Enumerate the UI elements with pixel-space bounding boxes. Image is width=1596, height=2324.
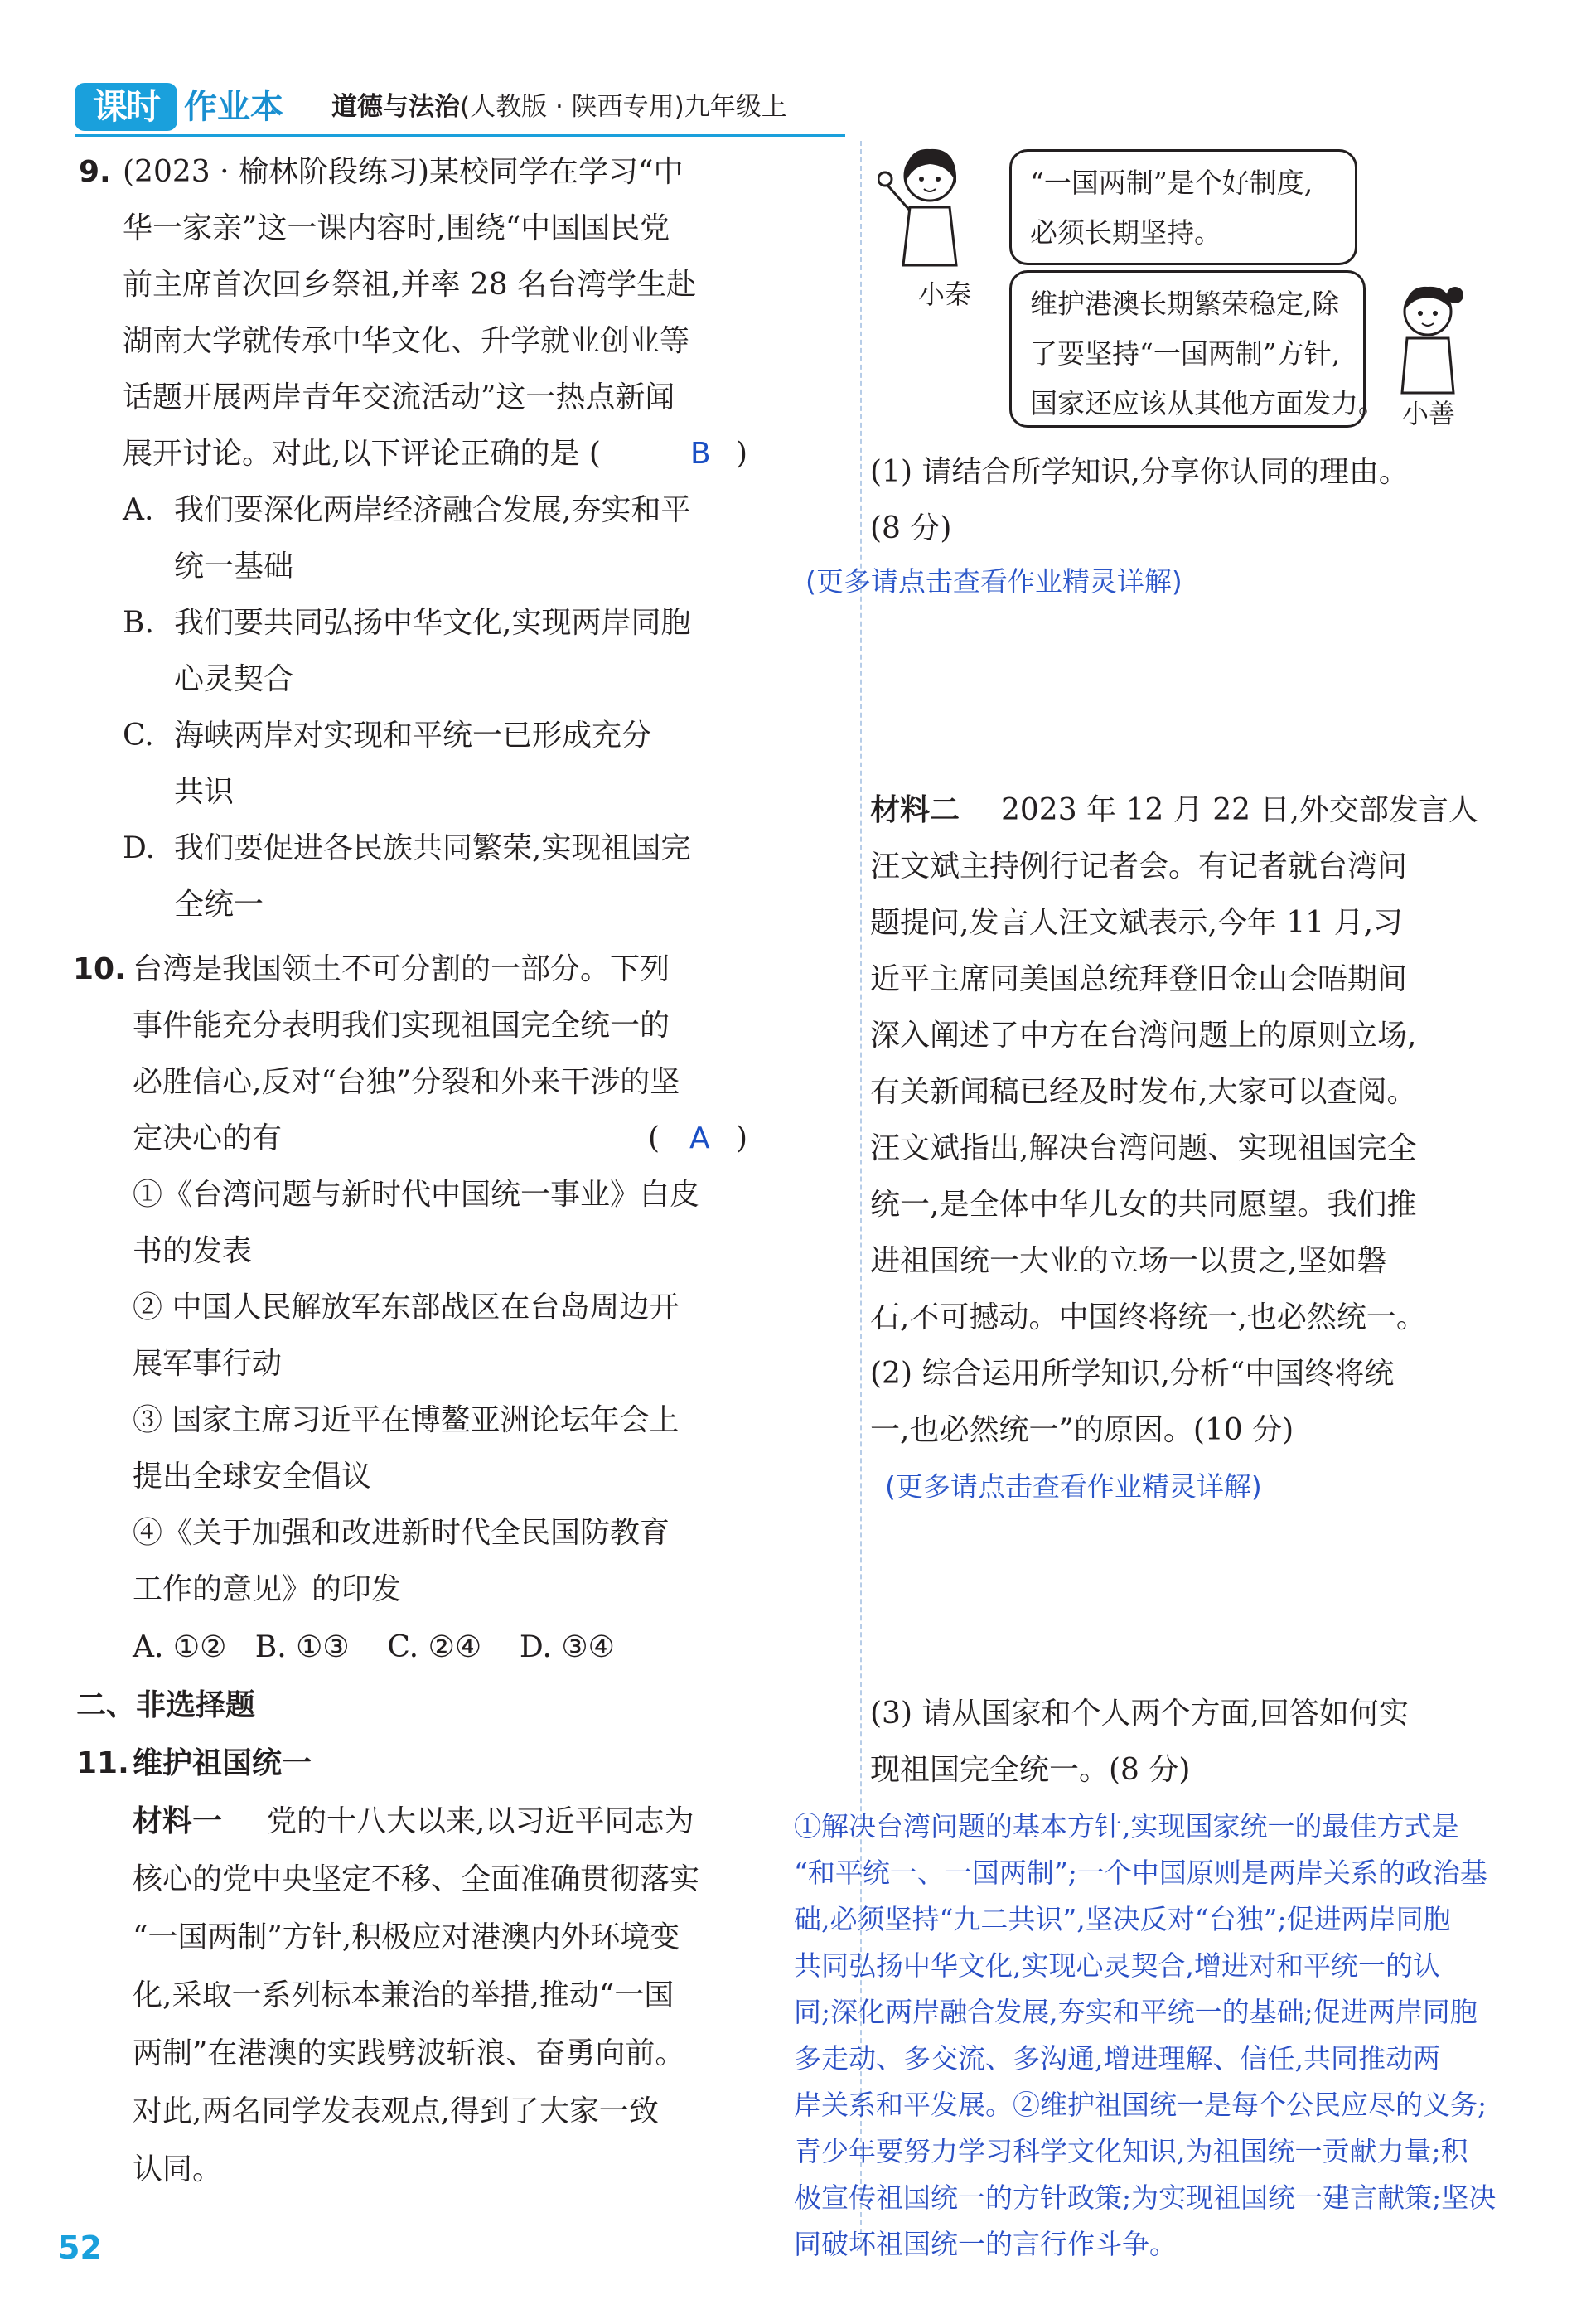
brand-logo: 课时 (75, 83, 177, 131)
q10-number: 10. (73, 952, 126, 986)
material2-line: 有关新闻稿已经及时发布,大家可以查阅。 (870, 1075, 1417, 1109)
answer-3-line: 同破坏祖国统一的言行作斗争。 (794, 2228, 1177, 2260)
bubble-2-line: 了要坚持“一国两制”方针, (1030, 337, 1341, 370)
detail-link-2[interactable]: (更多请点击查看作业精灵详解) (885, 1470, 1262, 1503)
student-xiaoqin-illustration (878, 141, 994, 274)
q10-open-paren: ( (648, 1121, 660, 1155)
answer-3-line: 极宣传祖国统一的方针政策;为实现祖国统一建言献策;坚决 (794, 2181, 1497, 2214)
material2-line: 汪文斌主持例行记者会。有记者就台湾问 (870, 850, 1408, 884)
q9-option-d: 我们要促进各民族共同繁荣,实现祖国完 (174, 831, 691, 865)
sub-question-1: (1) 请结合所学知识,分享你认同的理由。 (870, 455, 1409, 489)
q9-line: 湖南大学就传承中华文化、升学就业创业等 (123, 324, 690, 358)
sub-question-2: (2) 综合运用所学知识,分析“中国终将统 (870, 1357, 1395, 1391)
answer-3-line: 同;深化两岸融合发展,夯实和平统一的基础;促进两岸同胞 (794, 1996, 1478, 2028)
material2-line: 深入阐述了中方在台湾问题上的原则立场, (870, 1019, 1417, 1053)
q10-line: 定决心的有 (133, 1121, 283, 1155)
page-number: 52 (58, 2230, 102, 2266)
material1-label: 材料一 (133, 1804, 223, 1838)
material2-line: 进祖国统一大业的立场一以贯之,坚如磐 (870, 1244, 1387, 1278)
q10-choices: A. ①② B. ①③ C. ②④ D. ③④ (133, 1630, 615, 1664)
edition-label: (人教版 · 陕西专用)九年级上 (460, 92, 787, 122)
material2-line: 统一,是全体中华儿女的共同愿望。我们推 (870, 1188, 1417, 1222)
q10-item: 提出全球安全倡议 (133, 1460, 372, 1494)
q10-answer: A (689, 1121, 710, 1155)
q10-line: 必胜信心,反对“台独”分裂和外来干涉的坚 (133, 1065, 680, 1099)
material2-label: 材料二 (870, 793, 960, 827)
subject-line (331, 90, 787, 124)
answer-3-line: 础,必须坚持“九二共识”,坚决反对“台独”;促进两岸同胞 (794, 1903, 1451, 1935)
material2-line: 近平主席同美国总统拜登旧金山会晤期间 (870, 962, 1408, 996)
material1-line: 两制”在港澳的实践劈波斩浪、奋勇向前。 (133, 2036, 685, 2070)
answer-3-line: 共同弘扬中华文化,实现心灵契合,增进对和平统一的认 (794, 1949, 1440, 1982)
q9-option-c-cont: 共识 (174, 775, 235, 809)
q9-option-label: B. (123, 606, 154, 640)
q10-item: ② 中国人民解放军东部战区在台岛周边开 (133, 1290, 680, 1324)
subject-name: 道德与法治 (331, 92, 460, 122)
answer-3-line: “和平统一、一国两制”;一个中国原则是两岸关系的政治基 (794, 1857, 1487, 1889)
material2-line: 2023 年 12 月 22 日,外交部发言人 (1001, 793, 1478, 827)
sub-question-3-cont: 现祖国完全统一。(8 分) (870, 1753, 1191, 1787)
person-2-name: 小善 (1402, 398, 1456, 429)
q9-line: (2023 · 榆林阶段练习)某校同学在学习“中 (123, 155, 684, 189)
answer-3-line: 多走动、多交流、多沟通,增进理解、信任,共同推动两 (794, 2042, 1440, 2075)
q9-line: 话题开展两岸青年交流活动”这一热点新闻 (123, 380, 675, 414)
q9-option-b-cont: 心灵契合 (174, 662, 294, 696)
q10-close-paren: ) (736, 1121, 748, 1155)
q9-number: 9. (79, 155, 111, 189)
material2-line: 汪文斌指出,解决台湾问题、实现祖国完全 (870, 1131, 1417, 1165)
q9-option-label: D. (123, 831, 156, 865)
speech-bubble-1 (1009, 149, 1357, 265)
q9-line: 展开讨论。对此,以下评论正确的是 ( (123, 437, 601, 471)
speech-bubble-2 (1009, 270, 1386, 428)
q9-answer: B (690, 437, 711, 471)
q9-line: 前主席首次回乡祭祖,并率 28 名台湾学生赴 (123, 268, 697, 302)
q10-item: 工作的意见》的印发 (133, 1572, 402, 1606)
q10-item: ④《关于加强和改进新时代全民国防教育 (133, 1516, 670, 1550)
q11-number: 11. (76, 1746, 129, 1780)
q9-close-paren: ) (736, 437, 748, 471)
answer-3-line: 青少年要努力学习科学文化知识,为祖国统一贡献力量;积 (794, 2135, 1468, 2167)
q9-option-a-cont: 统一基础 (174, 550, 294, 583)
q10-line: 台湾是我国领土不可分割的一部分。下列 (133, 952, 670, 986)
material1-line: 核心的党中央坚定不移、全面准确贯彻落实 (133, 1862, 700, 1896)
material1-line: “一国两制”方针,积极应对港澳内外环境变 (133, 1920, 680, 1954)
q11-title: 维护祖国统一 (133, 1746, 312, 1780)
section-title: 二、非选择题 (76, 1688, 256, 1722)
answer-3-block (794, 1804, 1565, 2268)
bubble-2-line: 维护港澳长期繁荣稳定,除 (1030, 288, 1340, 320)
brand-title: 作业本 (184, 88, 283, 126)
q9-option-label: C. (123, 719, 154, 753)
q9-option-d-cont: 全统一 (174, 888, 264, 922)
q10-item: 书的发表 (133, 1234, 253, 1268)
student-xiaoshan-illustration (1382, 278, 1473, 395)
answer-3-line: ①解决台湾问题的基本方针,实现国家统一的最佳方式是 (794, 1810, 1459, 1842)
material2-line: 题提问,发言人汪文斌表示,今年 11 月,习 (870, 906, 1404, 940)
bubble-1-line: “一国两制”是个好制度, (1030, 167, 1313, 199)
q9-line: 华一家亲”这一课内容时,围绕“中国国民党 (123, 211, 670, 245)
q9-option-label: A. (123, 493, 154, 527)
detail-link-1[interactable]: (更多请点击查看作业精灵详解) (805, 565, 1182, 598)
q10-item: 展军事行动 (133, 1347, 283, 1381)
q10-item: ①《台湾问题与新时代中国统一事业》白皮 (133, 1178, 700, 1212)
material1-line: 党的十八大以来,以习近平同志为 (267, 1804, 694, 1838)
q9-option-b: 我们要共同弘扬中华文化,实现两岸同胞 (174, 606, 691, 640)
sub-question-2-cont: 一,也必然统一”的原因。(10 分) (870, 1413, 1294, 1447)
header-rule (75, 134, 845, 137)
person-1-name: 小秦 (918, 278, 972, 310)
material1-line: 认同。 (133, 2152, 223, 2186)
answer-3-line: 岸关系和平发展。②维护祖国统一是每个公民应尽的义务; (794, 2089, 1487, 2121)
sub-question-3: (3) 请从国家和个人两个方面,回答如何实 (870, 1697, 1409, 1731)
material1-line: 化,采取一系列标本兼治的举措,推动“一国 (133, 1978, 675, 2012)
q10-item: ③ 国家主席习近平在博鳌亚洲论坛年会上 (133, 1403, 680, 1437)
q9-option-c: 海峡两岸对实现和平统一已形成充分 (174, 719, 652, 753)
q9-option-a: 我们要深化两岸经济融合发展,夯实和平 (174, 493, 691, 527)
sub-question-1-score: (8 分) (870, 511, 952, 545)
bubble-1-line: 必须长期坚持。 (1030, 216, 1221, 249)
material1-line: 对此,两名同学发表观点,得到了大家一致 (133, 2094, 659, 2128)
q10-line: 事件能充分表明我们实现祖国完全统一的 (133, 1009, 670, 1043)
bubble-2-line: 国家还应该从其他方面发力。 (1030, 387, 1386, 419)
material2-line: 石,不可撼动。中国终将统一,也必然统一。 (870, 1300, 1426, 1334)
